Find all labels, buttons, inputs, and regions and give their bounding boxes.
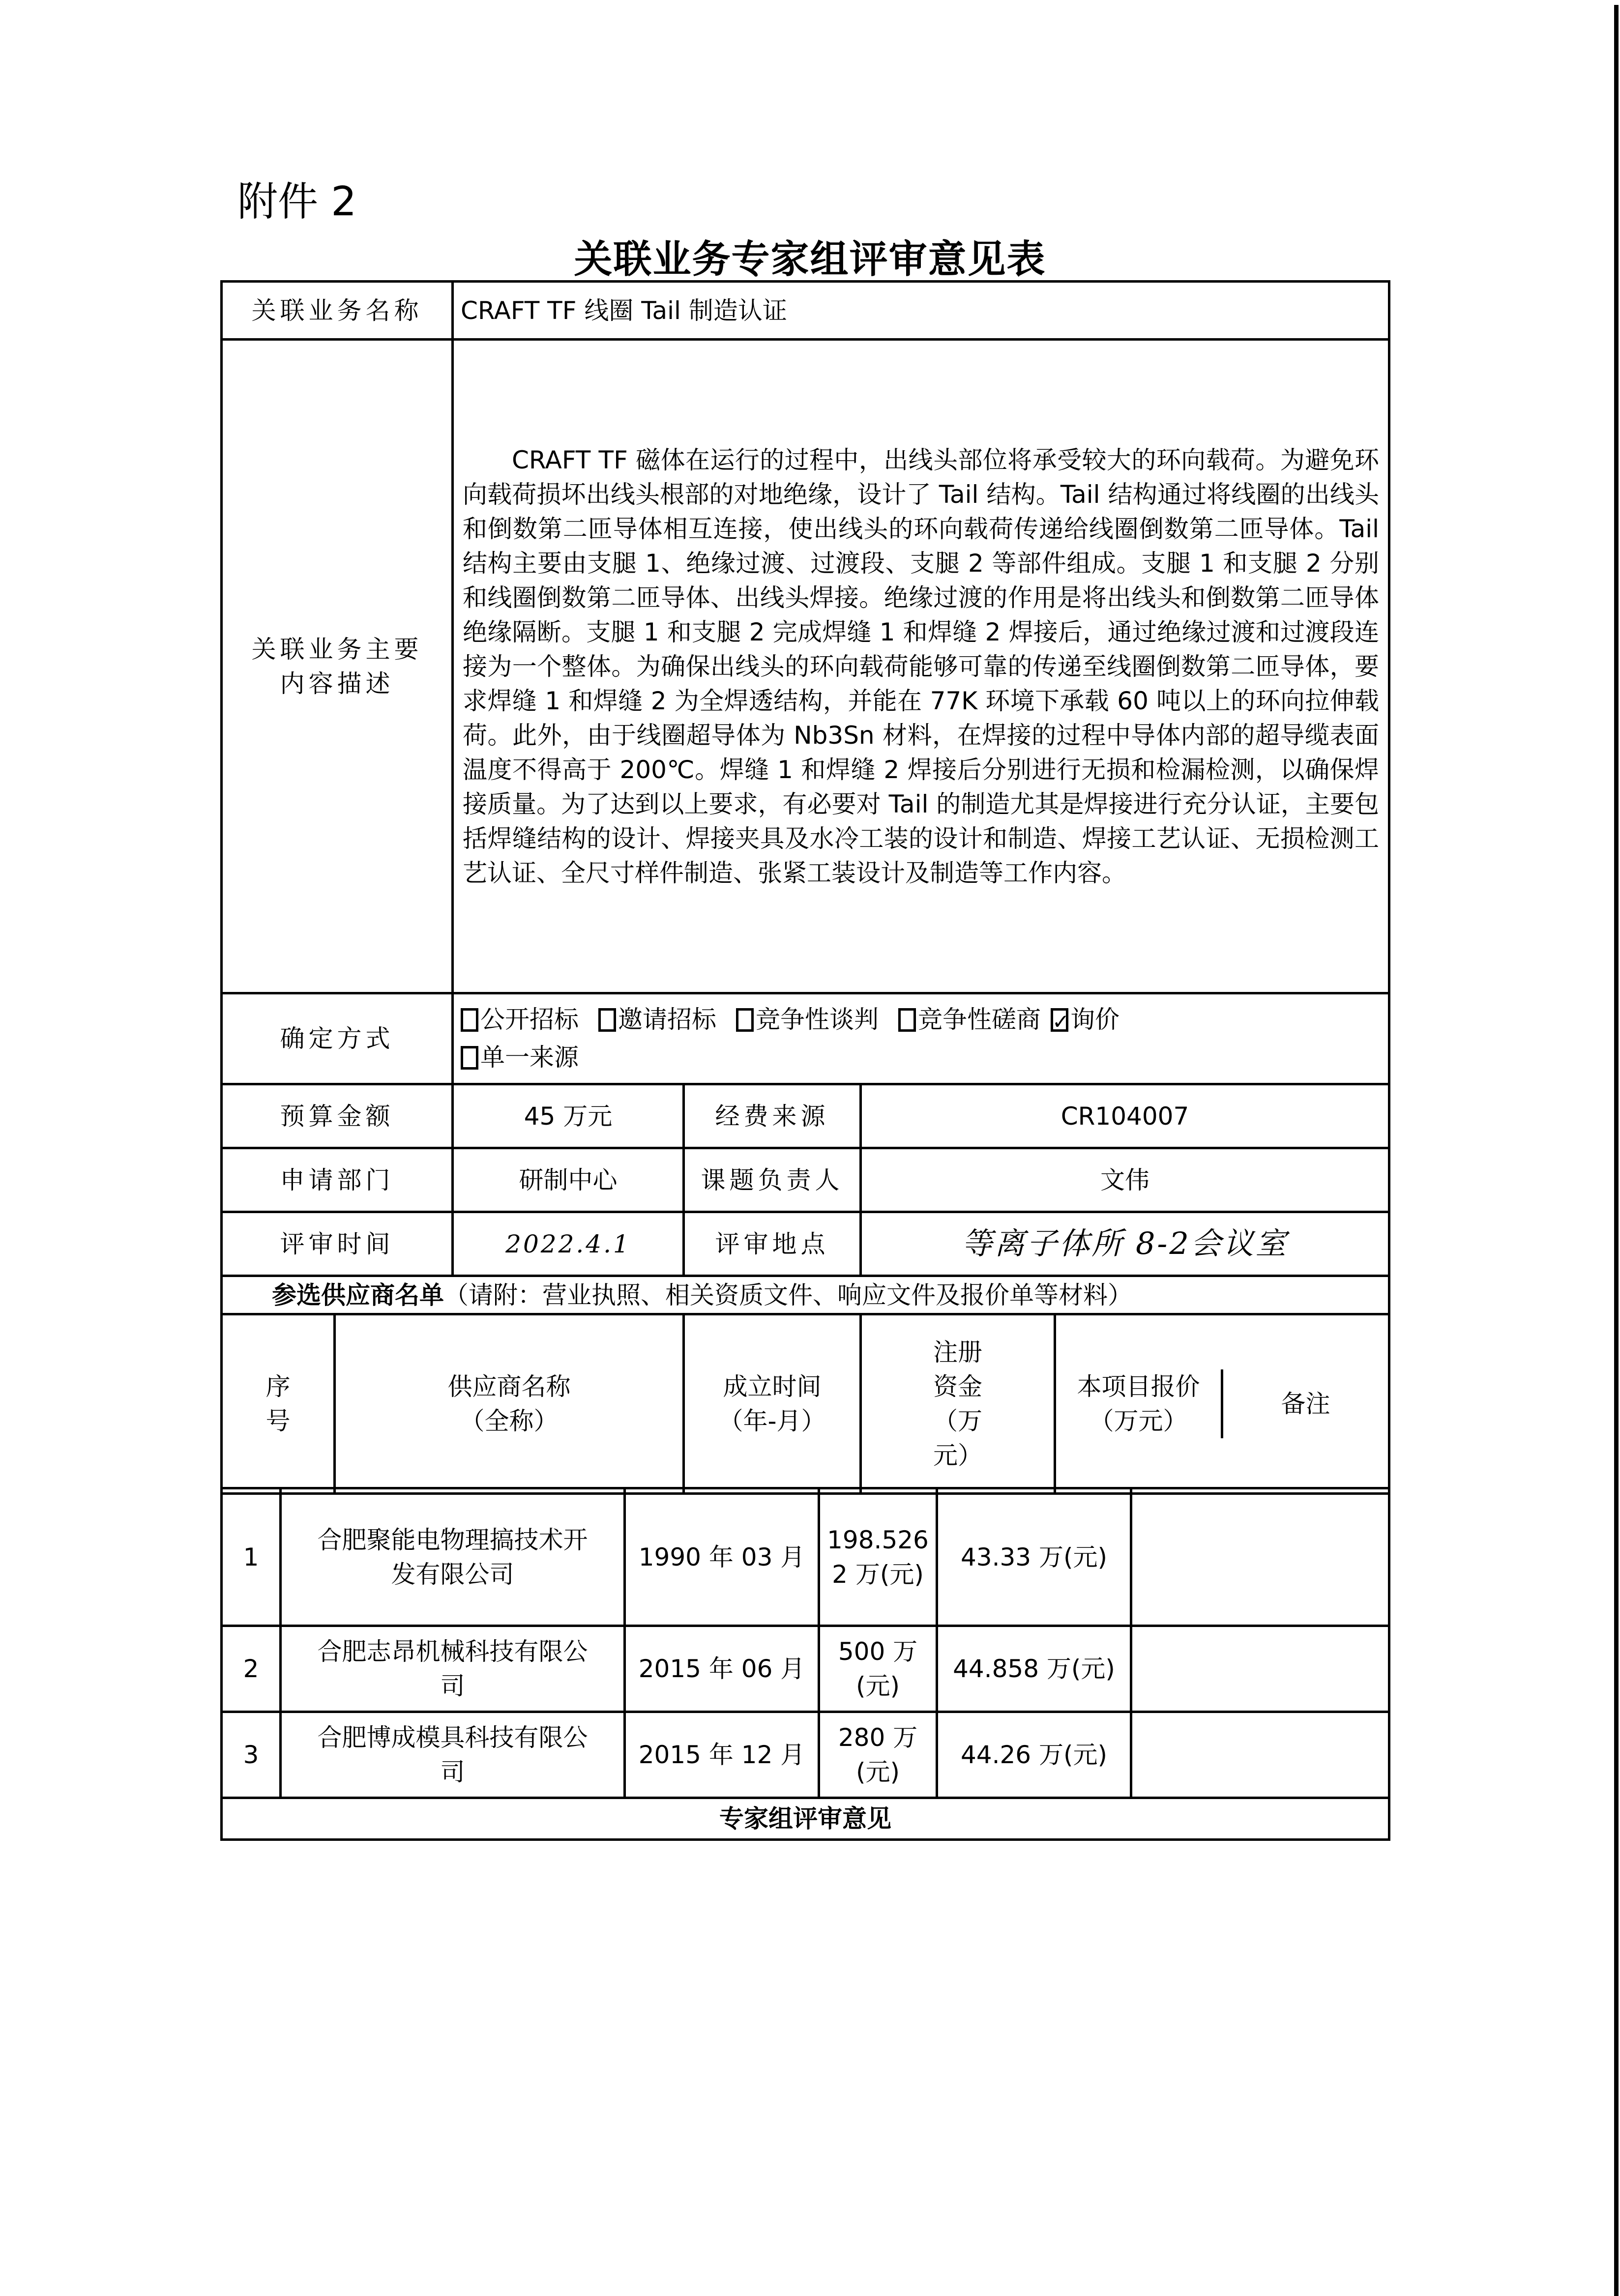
method-option[interactable]: 邀请招标 (598, 1001, 716, 1039)
project-leader-label: 课题负责人 (684, 1148, 861, 1212)
checkbox-icon[interactable] (898, 1008, 916, 1032)
checkbox-icon[interactable] (736, 1008, 754, 1032)
budget-value: 45 万元 (453, 1084, 684, 1148)
review-place-label: 评审地点 (684, 1212, 861, 1276)
fund-source-label: 经费来源 (684, 1084, 861, 1148)
header-capital: 注册 资金 （万 元） (861, 1314, 1055, 1494)
supplier-remark (1131, 1488, 1389, 1626)
supplier-table (220, 1487, 1390, 1841)
review-time-label: 评审时间 (222, 1212, 453, 1276)
header-remark: 备注 (1281, 1390, 1330, 1418)
budget-row (222, 1084, 1389, 1148)
method-option[interactable]: 公开招标 (461, 1001, 579, 1039)
supplier-quote: 44.26 万(元) (937, 1712, 1131, 1798)
supplier-remark (1131, 1626, 1389, 1712)
supplier-capital: 198.5262 万(元) (819, 1488, 937, 1626)
method-option[interactable]: 单一来源 (461, 1039, 579, 1077)
checkbox-icon[interactable] (461, 1046, 478, 1070)
fund-source-value: CR104007 (861, 1084, 1389, 1148)
review-time-row (222, 1212, 1389, 1276)
supplier-table-header (222, 1314, 1389, 1494)
form-title: 关联业务专家组评审意见表 (574, 237, 1046, 282)
supplier-founded: 1990 年 03 月 (625, 1488, 819, 1626)
business-name-value: CRAFT TF 线圈 Tail 制造认证 (453, 282, 1389, 340)
supplier-index: 2 (222, 1626, 281, 1712)
business-description-row (222, 340, 1389, 993)
method-row (222, 993, 1389, 1084)
supplier-name: 合肥博成模具科技有限公司 (281, 1712, 625, 1798)
supplier-row (222, 1626, 1389, 1712)
business-description-label (222, 340, 453, 993)
budget-label: 预算金额 (222, 1084, 453, 1148)
supplier-capital: 500 万(元) (819, 1626, 937, 1712)
supplier-quote: 44.858 万(元) (937, 1626, 1131, 1712)
method-options (453, 993, 1389, 1084)
business-name-row (222, 282, 1389, 340)
supplier-name: 合肥志昂机械科技有限公司 (281, 1626, 625, 1712)
checkbox-icon[interactable] (598, 1008, 616, 1032)
supplier-founded: 2015 年 06 月 (625, 1626, 819, 1712)
department-value: 研制中心 (453, 1148, 684, 1212)
expert-opinion-label: 专家组评审意见 (222, 1798, 1389, 1840)
review-form-table (220, 280, 1390, 1495)
attachment-label: 附件 2 (237, 178, 357, 225)
supplier-capital: 280 万(元) (819, 1712, 937, 1798)
review-time-value: 2022.4.1 (453, 1212, 684, 1276)
supplier-name: 合肥聚能电物理搞技术开发有限公司 (281, 1488, 625, 1626)
supplier-section-row (222, 1276, 1389, 1314)
business-description-label-line2: 内容描述 (280, 669, 394, 698)
business-name-label: 关联业务名称 (222, 282, 453, 340)
header-founded: 成立时间 （年-月） (684, 1314, 861, 1494)
department-row (222, 1148, 1389, 1212)
header-quote-remark (1055, 1314, 1389, 1494)
header-supplier-name: 供应商名称 （全称） (335, 1314, 684, 1494)
supplier-quote: 43.33 万(元) (937, 1488, 1131, 1626)
method-label: 确定方式 (222, 993, 453, 1084)
header-quote: 本项目报价 （万元） (1056, 1369, 1223, 1438)
supplier-row (222, 1712, 1389, 1798)
supplier-index: 1 (222, 1488, 281, 1626)
business-description-label-line1: 关联业务主要 (251, 635, 423, 664)
header-index: 序 号 (222, 1314, 335, 1494)
project-leader-value: 文伟 (861, 1148, 1389, 1212)
supplier-section-note: （请附：营业执照、相关资质文件、响应文件及报价单等材料） (444, 1280, 1132, 1309)
supplier-remark (1131, 1712, 1389, 1798)
checkbox-icon[interactable] (461, 1008, 478, 1032)
method-option[interactable]: 竞争性磋商 (898, 1001, 1041, 1039)
department-label: 申请部门 (222, 1148, 453, 1212)
scan-edge-line (1614, 5, 1619, 2296)
method-option[interactable]: ✓ 询价 (1051, 1001, 1119, 1039)
supplier-section-header (222, 1276, 1389, 1314)
business-description-text (453, 340, 1389, 993)
supplier-founded: 2015 年 12 月 (625, 1712, 819, 1798)
supplier-section-title: 参选供应商名单 (272, 1280, 444, 1309)
business-description-paragraph: CRAFT TF 磁体在运行的过程中，出线头部位将承受较大的环向载荷。为避免环向载荷损坏出线头根部的对地绝缘，设计了 Tail 结构。Tail 结构通过将线圈的出线头和倒数第二匝导体相互连接，使出线头的环向载荷传递给线圈倒数第二匝导体。Tail 结构主要由支腿 1、绝缘过渡、过渡段、支腿 2 等部件组成。支腿 1 和支腿 2 分别和线圈倒数第二匝导体、出线头焊接。绝缘过渡的作用是将出线头和倒数第二匝导体绝缘隔断。支腿 1 和支腿 2 完成焊缝 1 和焊缝 2 焊接后，通过绝缘过渡和过渡段连接为一个整体。为确保出线头的环向载荷能够可靠的传递至线圈倒数第二匝导体，要求焊缝 1 和焊缝 2 为全焊透结构，并能在 77K 环境下承载 60 吨以上的环向拉伸载荷。此外，由于线圈超导体为 Nb3Sn 材料，在焊接的过程中导体内部的超导缆表面温度不得高于 200℃。焊缝 1 和焊缝 2 焊接后分别进行无损和检漏检测，以确保焊接质量。为了达到以上要求，有必要对 Tail 的制造尤其是焊接进行充分认证，主要包括焊缝结构的设计、焊接夹具及水冷工装的设计和制造、焊接工艺认证、无损检测工艺认证、全尺寸样件制造、张紧工装设计及制造等工作内容。 (463, 445, 1380, 887)
expert-opinion-row (222, 1798, 1389, 1840)
supplier-index: 3 (222, 1712, 281, 1798)
method-option[interactable]: 竞争性谈判 (736, 1001, 879, 1039)
checkbox-checked-icon[interactable] (1051, 1008, 1068, 1032)
supplier-row (222, 1488, 1389, 1626)
review-place-value: 等离子体所 8-2会议室 (861, 1212, 1389, 1276)
